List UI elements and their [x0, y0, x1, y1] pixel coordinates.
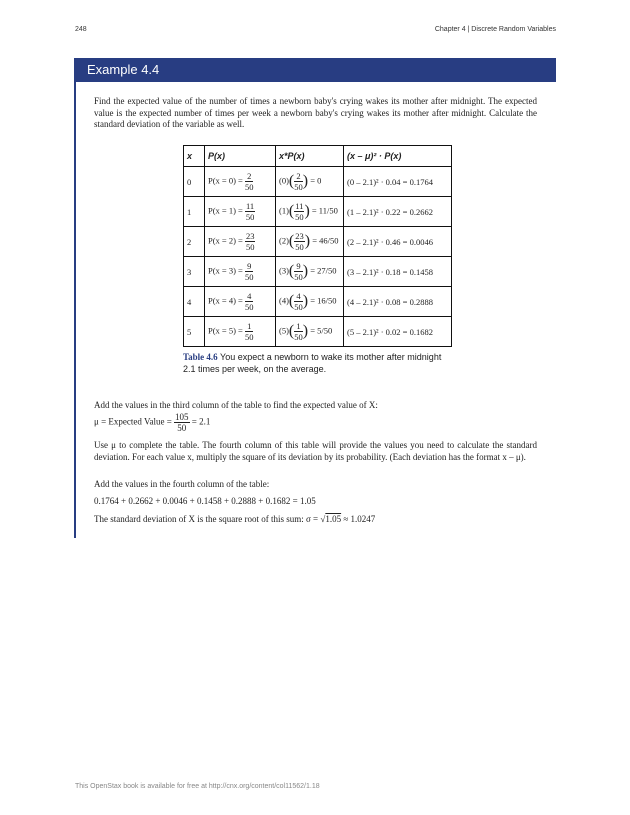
cell-px: [205, 317, 276, 347]
header-xpx: x*P(x): [276, 146, 344, 167]
table-header-row: [184, 146, 452, 167]
mu-denominator: 50: [177, 423, 187, 433]
px-label: P(x = 0) =: [208, 175, 243, 186]
xp-coefficient: (1): [279, 205, 289, 216]
add-fourth-column-text: Add the values in the fourth column of the table:: [94, 479, 270, 489]
xp-coefficient: (4): [279, 295, 289, 306]
table-row: [184, 257, 452, 287]
px-denominator: 50: [244, 272, 254, 282]
xp-coefficient: (2): [279, 235, 289, 246]
px-denominator: 50: [245, 212, 255, 222]
expected-value-table: [183, 145, 452, 347]
px-denominator: 50: [245, 242, 255, 252]
cell-variance: (0 – 2.1)² · 0.04 = 0.1764: [344, 167, 452, 197]
cell-xpx: [276, 257, 344, 287]
paren-open-icon: (: [288, 262, 295, 280]
px-label: P(x = 2) =: [208, 235, 243, 246]
px-numerator: 11: [245, 201, 255, 211]
px-fraction: [245, 321, 254, 342]
page-number: 248: [75, 26, 87, 33]
table-row: [184, 227, 452, 257]
header-px: P(x): [205, 146, 276, 167]
cell-x: 5: [184, 317, 205, 347]
mu-rhs: = 2.1: [191, 416, 211, 427]
footer-note: This OpenStax book is available for free at http://cnx.org/content/col11562/1.18: [75, 783, 320, 790]
chapter-header: Chapter 4 | Discrete Random Variables: [434, 26, 556, 33]
px-label: P(x = 5) =: [208, 325, 243, 336]
header-variance: (x – μ)² · P(x): [344, 146, 452, 167]
xp-fraction: [294, 291, 303, 312]
xp-fraction: [294, 261, 303, 282]
xp-result: = 11/50: [311, 205, 338, 216]
caption-label: Table 4.6: [183, 352, 218, 362]
paren-close-icon: ): [302, 292, 309, 310]
add-third-column-text: Add the values in the third column of the table to find the expected value of X:: [94, 400, 378, 410]
px-fraction: [245, 261, 254, 282]
px-fraction: [245, 291, 254, 312]
standard-deviation-line: [94, 514, 537, 526]
px-numerator: 2: [245, 171, 254, 182]
xp-denominator: 50: [295, 242, 304, 252]
cell-variance: (5 – 2.1)² · 0.02 = 0.1682: [344, 317, 452, 347]
px-numerator: 9: [245, 261, 254, 272]
paren-close-icon: ): [302, 172, 309, 190]
px-label: P(x = 4) =: [208, 295, 243, 306]
sd-approx: ≈ 1.0247: [343, 514, 376, 524]
cell-xpx: [276, 197, 344, 227]
px-label: P(x = 1) =: [208, 205, 243, 216]
cell-xpx: [276, 227, 344, 257]
mu-fraction: [174, 412, 190, 433]
xp-result: = 46/50: [312, 235, 339, 246]
cell-px: [205, 257, 276, 287]
xp-coefficient: (0): [279, 175, 289, 186]
xp-numerator: 23: [295, 231, 304, 241]
cell-variance: (3 – 2.1)² · 0.18 = 0.1458: [344, 257, 452, 287]
header-x: x: [184, 146, 205, 167]
xp-result: = 16/50: [310, 295, 337, 306]
px-numerator: 4: [245, 291, 254, 302]
use-mu-paragraph: Use μ to complete the table. The fourth column of this table will provide the values you need to calculate the standard deviation. For each value x, multiply the square of its deviation by its probability. (Each deviation has the format x – μ).: [94, 440, 537, 462]
mu-numerator: 105: [175, 412, 189, 422]
xp-numerator: 4: [294, 291, 303, 302]
table-row: [184, 197, 452, 227]
xp-result: = 0: [310, 175, 322, 186]
table-row: [184, 287, 452, 317]
mu-lhs: μ = Expected Value =: [94, 416, 172, 427]
paren-close-icon: ): [304, 202, 310, 220]
cell-xpx: [276, 287, 344, 317]
xp-denominator: 50: [294, 302, 303, 312]
xp-denominator: 50: [295, 212, 304, 222]
xp-denominator: 50: [294, 182, 303, 192]
table-row: [184, 167, 452, 197]
cell-x: 3: [184, 257, 205, 287]
cell-px: [205, 227, 276, 257]
cell-x: 0: [184, 167, 205, 197]
paren-open-icon: (: [288, 292, 295, 310]
cell-x: 1: [184, 197, 205, 227]
cell-px: [205, 287, 276, 317]
example-title: Example 4.4: [74, 58, 556, 82]
px-label: P(x = 3) =: [208, 265, 243, 276]
expected-value-equation: [94, 412, 210, 433]
xp-result: = 27/50: [310, 265, 337, 276]
table-caption: [183, 351, 453, 375]
paren-open-icon: (: [288, 202, 295, 220]
caption-text: You expect a newborn to wake its mother after midnight 2.1 times per week, on the average.: [183, 352, 442, 374]
sd-radicand: 1.05: [325, 514, 342, 524]
cell-x: 2: [184, 227, 205, 257]
xp-fraction: [294, 201, 304, 222]
xp-numerator: 11: [295, 201, 304, 211]
xp-coefficient: (5): [279, 325, 289, 336]
xp-numerator: 9: [294, 261, 303, 272]
intro-paragraph: Find the expected value of the number of times a newborn baby's crying wakes its mother after midnight. The expected value is the expected number of times per week a newborn baby's crying wakes its mother after midnight. Calculate the standard deviation of the variable as well.: [94, 96, 537, 129]
cell-x: 4: [184, 287, 205, 317]
cell-xpx: [276, 317, 344, 347]
px-numerator: 23: [245, 231, 255, 241]
px-fraction: [245, 171, 254, 192]
xp-numerator: 1: [294, 321, 303, 332]
paren-open-icon: (: [288, 322, 295, 340]
px-denominator: 50: [244, 332, 254, 342]
cell-variance: (2 – 2.1)² · 0.46 = 0.0046: [344, 227, 452, 257]
px-denominator: 50: [244, 182, 254, 192]
xp-fraction: [294, 171, 303, 192]
paren-close-icon: ): [302, 262, 309, 280]
px-numerator: 1: [245, 321, 254, 332]
xp-coefficient: (3): [279, 265, 289, 276]
xp-result: = 5/50: [310, 325, 333, 336]
px-fraction: [245, 201, 255, 222]
sum-equation: 0.1764 + 0.2662 + 0.0046 + 0.1458 + 0.2888 + 0.1682 = 1.05: [94, 496, 316, 506]
xp-denominator: 50: [294, 332, 303, 342]
paren-close-icon: ): [302, 322, 309, 340]
sd-text: The standard deviation of X is the square root of this sum: σ =: [94, 514, 319, 524]
cell-variance: (1 – 2.1)² · 0.22 = 0.2662: [344, 197, 452, 227]
paren-open-icon: (: [288, 232, 295, 250]
cell-px: [205, 167, 276, 197]
px-fraction: [245, 231, 256, 252]
cell-xpx: [276, 167, 344, 197]
cell-px: [205, 197, 276, 227]
xp-fraction: [294, 231, 305, 252]
sqrt-icon: √: [320, 514, 326, 524]
cell-variance: (4 – 2.1)² · 0.08 = 0.2888: [344, 287, 452, 317]
xp-denominator: 50: [294, 272, 303, 282]
table-row: [184, 317, 452, 347]
paren-close-icon: ): [304, 232, 311, 250]
xp-fraction: [294, 321, 303, 342]
px-denominator: 50: [244, 302, 254, 312]
example-left-rule: [74, 82, 76, 538]
paren-open-icon: (: [288, 172, 295, 190]
xp-numerator: 2: [294, 171, 303, 182]
